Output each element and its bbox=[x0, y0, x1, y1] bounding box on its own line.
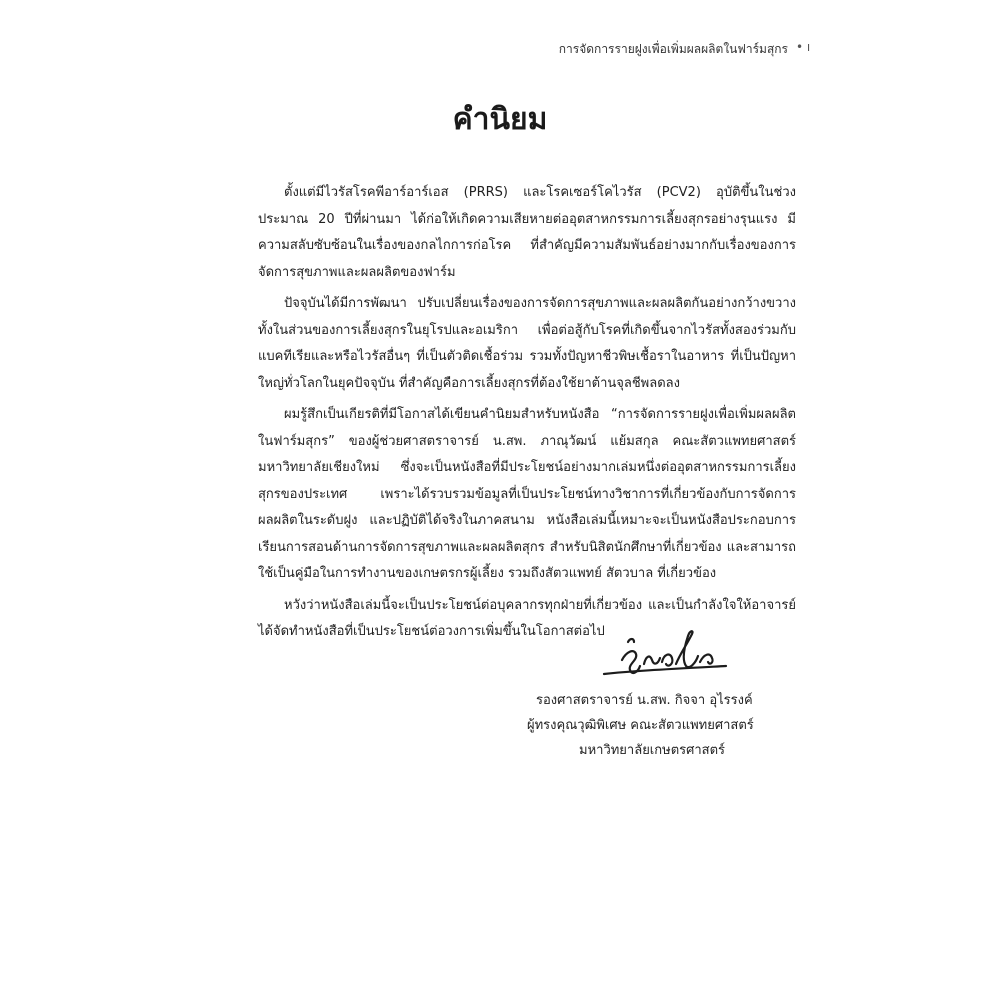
paragraph-1: ตั้งแต่มีไวรัสโรคพีอาร์อาร์เอส (PRRS) และโรคเซอร์โคไวรัส (PCV2) อุบัติขึ้นในช่วงประมาณ 20 ปีที่ผ่านมา ได้ก่อให้เกิดความเสียหายต่ออุตสาหกรรมการเลี้ยงสุกรอย่างรุนแรง มีความสลับซับซ้อนในเรื่องของกลไกการก่อโรค ที่สำคัญมีความสัมพันธ์อย่างมากกับเรื่องของการจัดการสุขภาพและผลผลิตของฟาร์ม bbox=[258, 185, 796, 280]
handwritten-signature bbox=[600, 624, 730, 688]
foreword-body bbox=[258, 180, 796, 646]
signer-organization: มหาวิทยาลัยเกษตรศาสตร์ bbox=[579, 743, 726, 758]
running-header-title: การจัดการรายฝูงเพื่อเพิ่มผลผลิตในฟาร์มสุกร bbox=[558, 42, 788, 56]
signer-position: ผู้ทรงคุณวุฒิพิเศษ คณะสัตวแพทยศาสตร์ bbox=[527, 718, 754, 733]
paragraph-3: ผมรู้สึกเป็นเกียรติที่มีโอกาสได้เขียนคำนิยมสำหรับหนังสือ “การจัดการรายฝูงเพื่อเพิ่มผลผลิตในฟาร์มสุกร” ของผู้ช่วยศาสตราจารย์ น.สพ. ภาณุวัฒน์ แย้มสกุล คณะสัตวแพทยศาสตร์ มหาวิทยาลัยเชียงใหม่ ซึ่งจะเป็นหนังสือที่มีประโยชน์อย่างมากเล่มหนึ่งต่ออุตสาหกรรมการเลี้ยงสุกรของประเทศ เพราะได้รวบรวมข้อมูลที่เป็นประโยชน์ทางวิชาการที่เกี่ยวข้องกับการจัดการผลผลิตในระดับฝูง และปฏิบัติได้จริงในภาคสนาม หนังสือเล่มนี้เหมาะจะเป็นหนังสือประกอบการเรียนการสอนด้านการจัดการสุขภาพและผลผลิตสุกร สำหรับนิสิตนักศึกษาที่เกี่ยวข้อง และสามารถใช้เป็นคู่มือในการทำงานของเกษตรกรผู้เลี้ยง รวมถึงสัตวแพทย์ สัตวบาล ที่เกี่ยวข้อง bbox=[258, 407, 796, 581]
running-header bbox=[558, 40, 811, 59]
signature-block bbox=[527, 688, 807, 763]
paragraph-2: ปัจจุบันได้มีการพัฒนา ปรับเปลี่ยนเรื่องของการจัดการสุขภาพและผลผลิตกันอย่างกว้างขวาง ทั้งในส่วนของการเลี้ยงสุกรในยุโรปและอเมริกา เพื่อต่อสู้กับโรคที่เกิดขึ้นจากไวรัสทั้งสองร่วมกับแบคทีเรียและหรือไวรัสอื่นๆ ที่เป็นตัวติดเชื้อร่วม รวมทั้งปัญหาชีวพิษเชื้อราในอาหาร ที่เป็นปัญหาใหญ่ทั่วโลกในยุคปัจจุบัน ที่สำคัญคือการเลี้ยงสุกรที่ต้องใช้ยาต้านจุลชีพลดลง bbox=[258, 296, 796, 391]
signer-name: รองศาสตราจารย์ น.สพ. กิจจา อุไรรงค์ bbox=[536, 693, 753, 708]
page-number: • ı bbox=[796, 40, 811, 54]
page-title: คำนิยม bbox=[452, 102, 548, 137]
paragraph-4: หวังว่าหนังสือเล่มนี้จะเป็นประโยชน์ต่อบุคลากรทุกฝ่ายที่เกี่ยวข้อง และเป็นกำลังใจให้อาจารย์ได้จัดทำหนังสือที่เป็นประโยชน์ต่อวงการเพิ่มขึ้นในโอกาสต่อไป bbox=[258, 597, 796, 639]
